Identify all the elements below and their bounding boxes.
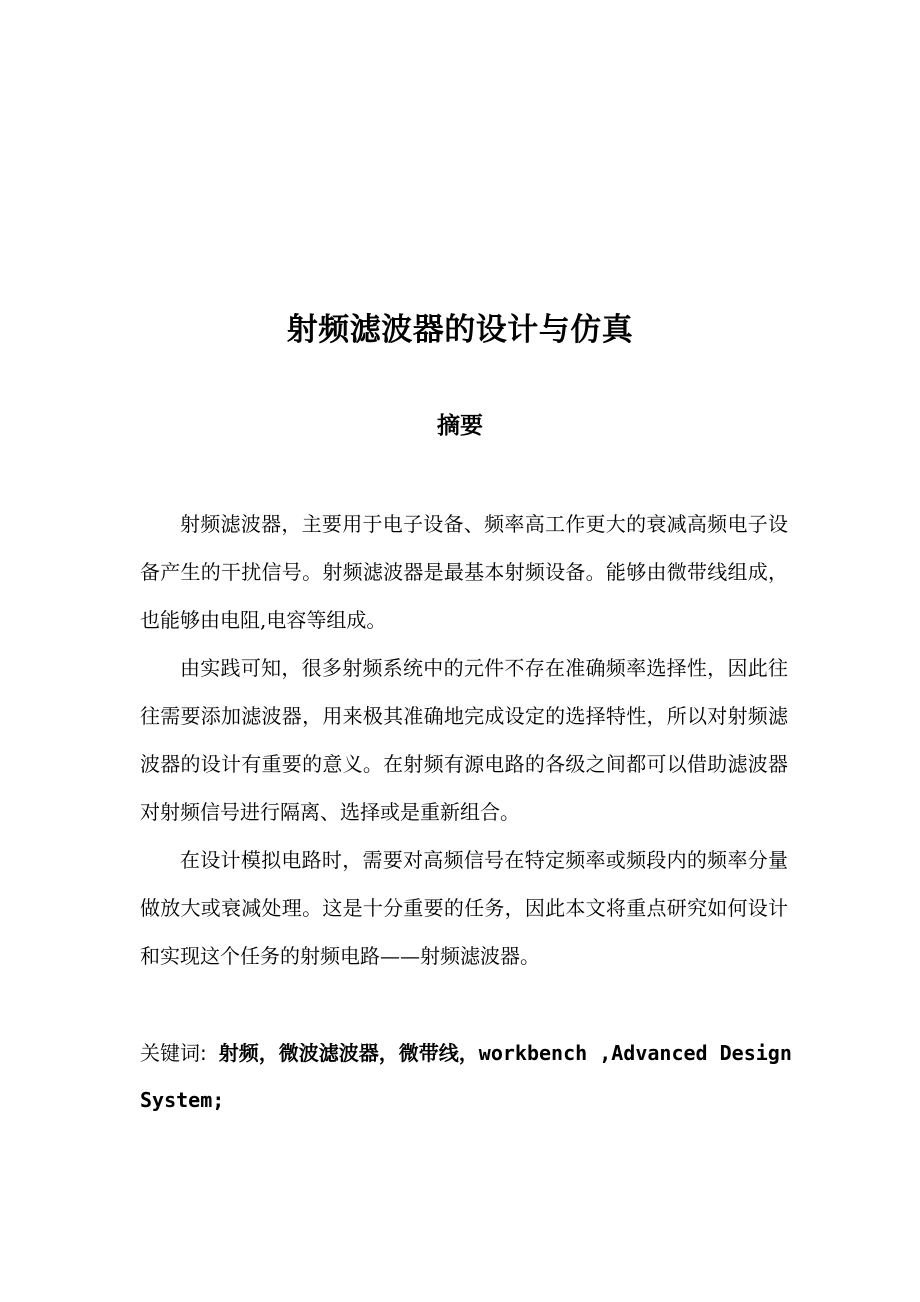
abstract-paragraph-3: 在设计模拟电路时，需要对高频信号在特定频率或频段内的频率分量做放大或衰减处理。这是十分重要的任务，因此本文将重点研究如何设计和实现这个任务的射频电路——射频滤波器。 (140, 848, 788, 968)
abstract-paragraph-2: 由实践可知，很多射频系统中的元件不存在准确频率选择性，因此往往需要添加滤波器，用来极其准确地完成设定的选择特性，所以对射频滤波器的设计有重要的意义。在射频有源电路的各级之间都可以借助滤波器对射频信号进行隔离、选择或是重新组合。 (140, 656, 788, 824)
document-title: 射频滤波器的设计与仿真 (286, 312, 634, 348)
keywords-text: 射频，微波滤波器，微带线，workbench ,Advanced Design System; (140, 1041, 792, 1112)
abstract-body (140, 500, 788, 980)
abstract-heading: 摘要 (437, 413, 483, 439)
keywords-label: 关键词: (140, 1041, 207, 1065)
abstract-paragraph-1: 射频滤波器，主要用于电子设备、频率高工作更大的衰减高频电子设备产生的干扰信号。射频滤波器是最基本射频设备。能够由微带线组成，也能够由电阻,电容等组成。 (140, 512, 788, 632)
keywords-line (140, 1030, 800, 1124)
